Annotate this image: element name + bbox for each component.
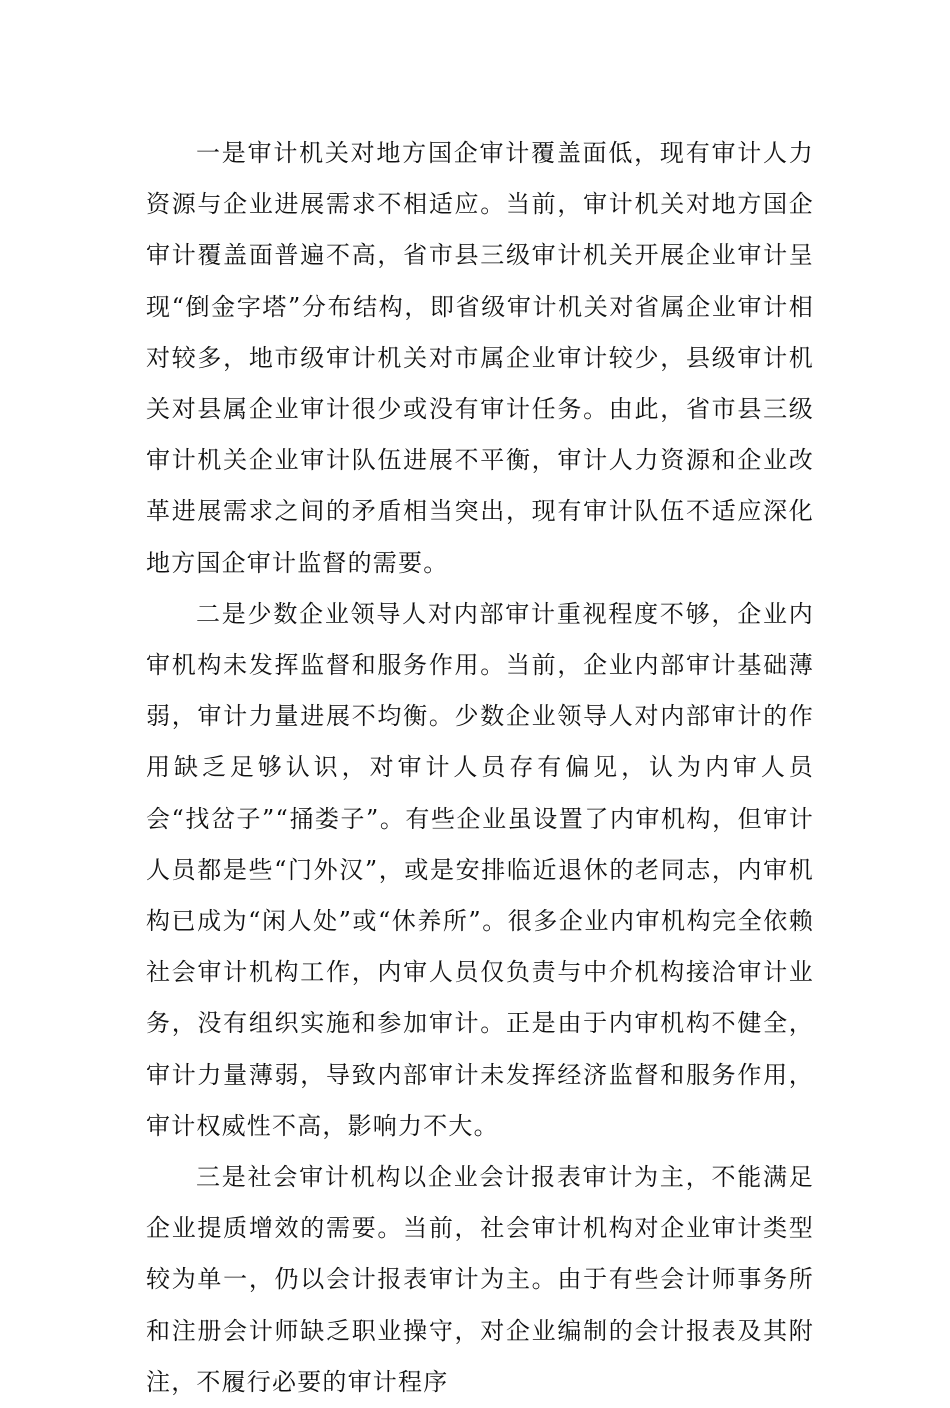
paragraph-3: 三是社会审计机构以企业会计报表审计为主，不能满足企业提质增效的需要。当前，社会审计机构对企业审计类型较为单一，仍以会计报表审计为主。由于有些会计师事务所和注册会计师缺乏职业操守，对企业编制的会计报表及其附注，不履行必要的审计程序 (146, 1163, 814, 1396)
paragraph-2: 二是少数企业领导人对内部审计重视程度不够，企业内审机构未发挥监督和服务作用。当前，企业内部审计基础薄弱，审计力量进展不均衡。少数企业领导人对内部审计的作用缺乏足够认识，对审计人员存有偏见，认为内审人员会“找岔子”“捅娄子”。有些企业虽设置了内审机构，但审计人员都是些“门外汉”，或是安排临近退休的老同志，内审机构已成为“闲人处”或“休养所”。很多企业内审机构完全依赖社会审计机构工作，内审人员仅负责与中介机构接洽审计业务，没有组织实施和参加审计。正是由于内审机构不健全，审计力量薄弱，导致内部审计未发挥经济监督和服务作用，审计权威性不高，影响力不大。 (146, 599, 814, 1140)
paragraph-1: 一是审计机关对地方国企审计覆盖面低，现有审计人力资源与企业进展需求不相适应。当前，审计机关对地方国企审计覆盖面普遍不高，省市县三级审计机关开展企业审计呈现“倒金字塔”分布结构，即省级审计机关对省属企业审计相对较多，地市级审计机关对市属企业审计较少，县级审计机关对县属企业审计很少或没有审计任务。由此，省市县三级审计机关企业审计队伍进展不平衡，审计人力资源和企业改革进展需求之间的矛盾相当突出，现有审计队伍不适应深化地方国企审计监督的需要。 (146, 139, 814, 577)
document-body (146, 128, 814, 1408)
